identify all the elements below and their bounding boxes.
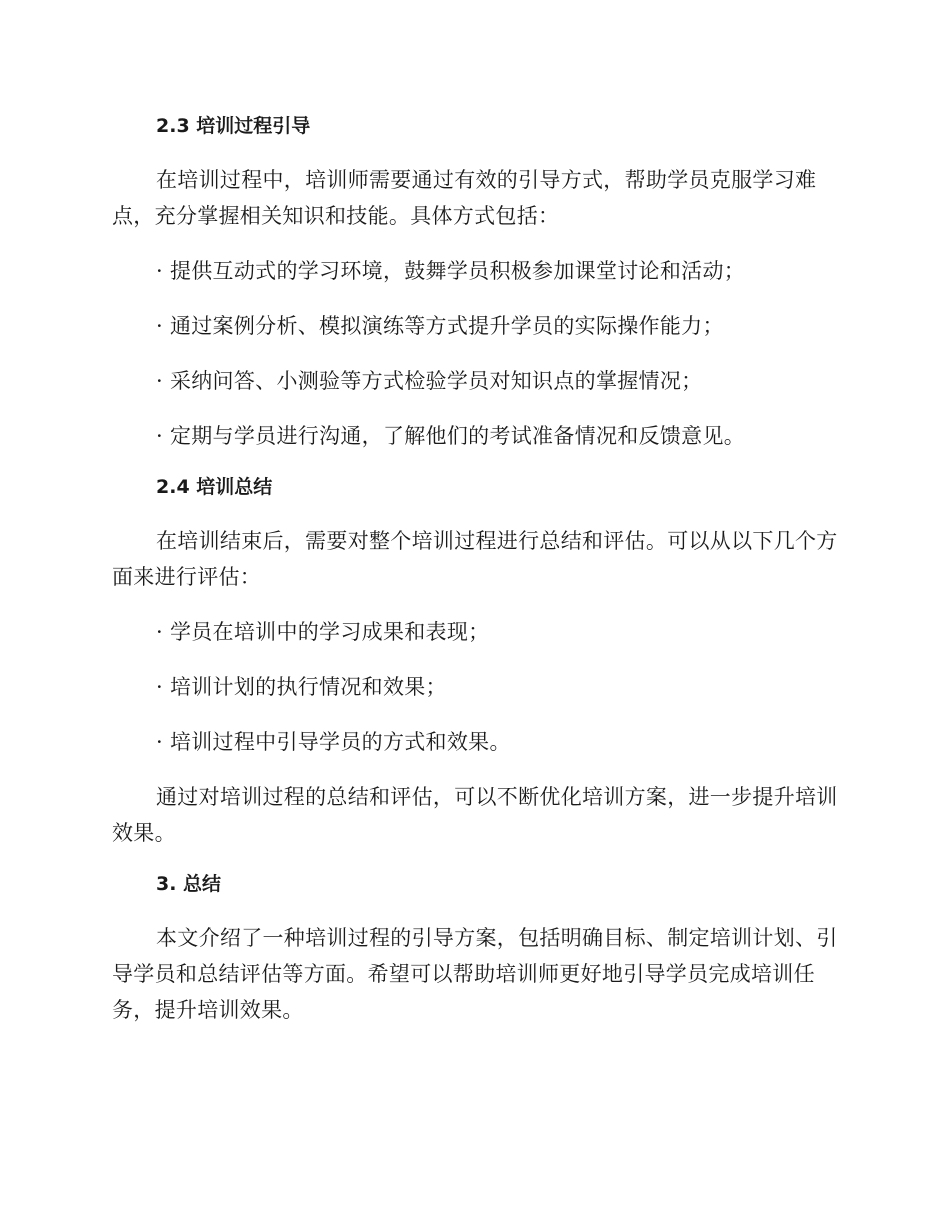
spacer <box>112 902 838 920</box>
section-2-3-bullet-2: · 通过案例分析、模拟演练等方式提升学员的实际操作能力； <box>156 314 724 338</box>
spacer <box>112 595 838 614</box>
section-2-4-closing: 通过对培训过程的总结和评估，可以不断优化培训方案，进一步提升培训效果。 <box>112 785 838 845</box>
spacer <box>112 505 838 523</box>
section-heading-2-4: 2.4 培训总结 <box>156 476 273 498</box>
section-2-4-bullet-1: · 学员在培训中的学习成果和表现； <box>156 620 490 644</box>
section-2-4-intro: 在培训结束后，需要对整个培训过程进行总结和评估。可以从以下几个方面来进行评估： <box>112 529 838 589</box>
section-heading-3: 3. 总结 <box>156 873 222 895</box>
spacer <box>112 399 838 418</box>
spacer <box>112 344 838 363</box>
spacer <box>112 454 838 473</box>
section-2-3-bullet-4: · 定期与学员进行沟通，了解他们的考试准备情况和反馈意见。 <box>156 424 746 448</box>
spacer <box>112 289 838 308</box>
section-2-4-bullet-2: · 培训计划的执行情况和效果； <box>156 675 447 699</box>
spacer <box>112 650 838 669</box>
spacer <box>112 144 838 162</box>
section-2-3-bullet-1: · 提供互动式的学习环境，鼓舞学员积极参加课堂讨论和活动； <box>156 259 746 283</box>
section-2-4-bullet-3: · 培训过程中引导学员的方式和效果。 <box>156 730 511 754</box>
section-heading-2-3: 2.3 培训过程引导 <box>156 115 311 137</box>
spacer <box>112 851 838 870</box>
spacer <box>112 760 838 779</box>
spacer <box>112 234 838 253</box>
spacer <box>112 705 838 724</box>
section-3-body: 本文介绍了一种培训过程的引导方案，包括明确目标、制定培训计划、引导学员和总结评估等方面。希望可以帮助培训师更好地引导学员完成培训任务，提升培训效果。 <box>112 926 838 1022</box>
section-2-3-intro: 在培训过程中，培训师需要通过有效的引导方式，帮助学员克服学习难点，充分掌握相关知识和技能。具体方式包括： <box>112 168 817 228</box>
section-2-3-bullet-3: · 采纳问答、小测验等方式检验学员对知识点的掌握情况； <box>156 369 703 393</box>
